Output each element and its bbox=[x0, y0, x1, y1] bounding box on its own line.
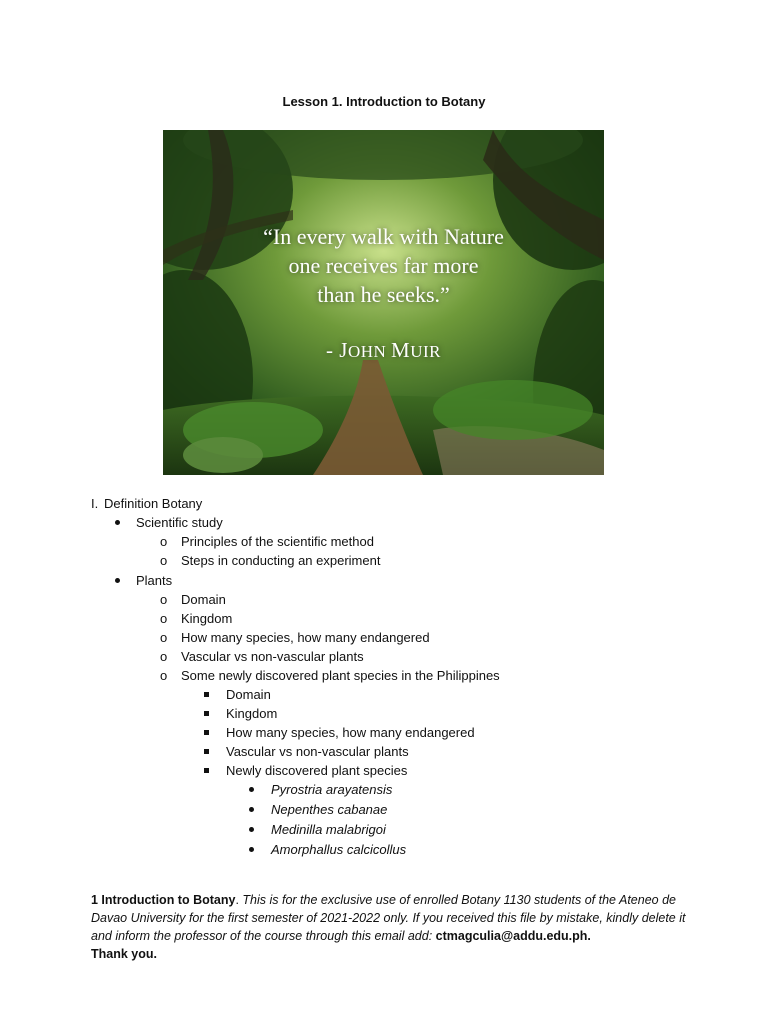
bullet-icon bbox=[115, 578, 120, 583]
outline-item-plants: Plants bbox=[136, 573, 173, 588]
square-bullet-icon bbox=[204, 768, 209, 773]
outline-subsubitem: How many species, how many endangered bbox=[226, 725, 475, 740]
section-number: I. bbox=[91, 496, 99, 511]
outline-subitem: How many species, how many endangered bbox=[181, 630, 430, 645]
circle-bullet-icon: o bbox=[160, 630, 168, 645]
quote-line: “In every walk with Nature bbox=[263, 224, 504, 249]
notice-body: This is for the exclusive use of enrolled Botany 1130 students of the Ateneo de Davao University for the first semester of 2021-2022 only. If you received this file by mistake, kindly delete it and inform the professor of the course through this email add: bbox=[91, 893, 686, 943]
circle-bullet-icon: o bbox=[160, 534, 168, 549]
species-name: Medinilla malabrigoi bbox=[271, 822, 386, 837]
bullet-icon bbox=[249, 847, 254, 852]
notice-lead: 1 Introduction to Botany bbox=[91, 893, 236, 907]
species-name: Amorphallus calcicollus bbox=[271, 842, 407, 857]
quote-line: one receives far more bbox=[288, 253, 479, 278]
species-name: Pyrostria arayatensis bbox=[271, 782, 393, 797]
contact-email: ctmagculia@addu.edu.ph. bbox=[435, 929, 591, 943]
circle-bullet-icon: o bbox=[160, 649, 168, 664]
notice-thanks: Thank you. bbox=[91, 947, 157, 961]
page-title: Lesson 1. Introduction to Botany bbox=[282, 94, 486, 109]
usage-notice bbox=[91, 891, 691, 963]
outline-subitem: Kingdom bbox=[181, 611, 233, 626]
bullet-icon bbox=[115, 520, 120, 525]
quote-line: than he seeks.” bbox=[317, 282, 450, 307]
outline-subsubitem: Newly discovered plant species bbox=[226, 763, 408, 778]
outline-item-scientific-study: Scientific study bbox=[136, 515, 223, 530]
author-first-rest: OHN bbox=[347, 342, 392, 361]
square-bullet-icon bbox=[204, 711, 209, 716]
section-title: Definition Botany bbox=[104, 496, 203, 511]
circle-bullet-icon: o bbox=[160, 611, 168, 626]
outline-subitem: Steps in conducting an experiment bbox=[181, 553, 381, 568]
square-bullet-icon bbox=[204, 692, 209, 697]
outline-subitem: Some newly discovered plant species in the Philippines bbox=[181, 668, 500, 683]
outline-subitem: Domain bbox=[181, 592, 226, 607]
author-last-rest: UIR bbox=[410, 342, 441, 361]
outline-subitem: Vascular vs non-vascular plants bbox=[181, 649, 364, 664]
outline-subsubitem: Vascular vs non-vascular plants bbox=[226, 744, 409, 759]
bullet-icon bbox=[249, 827, 254, 832]
circle-bullet-icon: o bbox=[160, 592, 168, 607]
author-last-initial: M bbox=[391, 338, 411, 362]
bullet-icon bbox=[249, 807, 254, 812]
square-bullet-icon bbox=[204, 749, 209, 754]
author-dash: - bbox=[326, 338, 340, 362]
square-bullet-icon bbox=[204, 730, 209, 735]
circle-bullet-icon: o bbox=[160, 668, 168, 683]
outline-subitem: Principles of the scientific method bbox=[181, 534, 374, 549]
outline-subsubitem: Domain bbox=[226, 687, 271, 702]
species-name: Nepenthes cabanae bbox=[271, 802, 388, 817]
notice-period: . bbox=[235, 893, 239, 907]
outline-subsubitem: Kingdom bbox=[226, 706, 278, 721]
circle-bullet-icon: o bbox=[160, 553, 168, 568]
author-first-initial: J bbox=[339, 338, 348, 362]
bullet-icon bbox=[249, 787, 254, 792]
